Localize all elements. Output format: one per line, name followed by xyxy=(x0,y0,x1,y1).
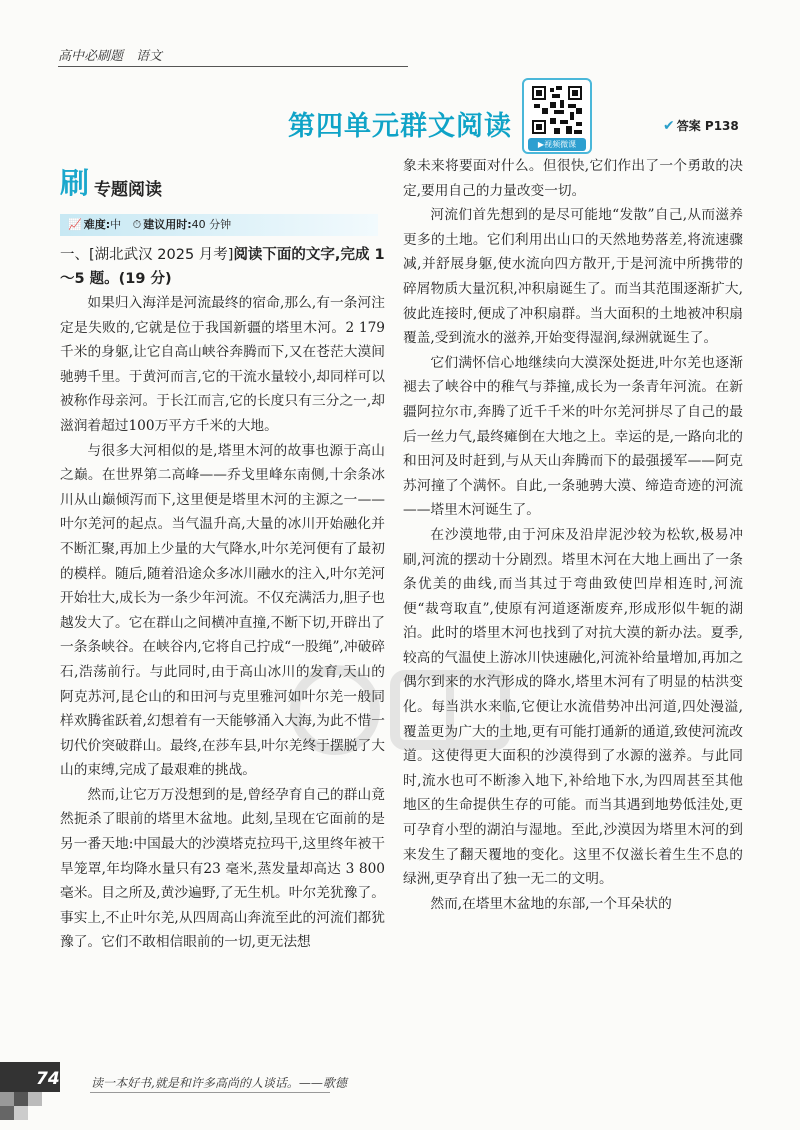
difficulty-chart-icon: 📈 xyxy=(68,218,82,231)
difficulty-label: 难度: xyxy=(83,218,111,231)
question-source: [湖北武汉 2025 月考] xyxy=(89,247,234,263)
answer-reference-text: 答案 P138 xyxy=(676,119,739,133)
page-number: 74 xyxy=(36,1069,60,1089)
difficulty-bar xyxy=(60,214,378,236)
section-badge: 刷 xyxy=(60,166,90,200)
paragraph: 它们满怀信心地继续向大漠深处挺进,叶尔羌也逐渐褪去了峡谷中的稚气与莽撞,成长为一条青年河流。在新疆阿拉尔市,奔腾了近千千米的叶尔羌河拼尽了自己的最后一丝力气,最终瘫倒在大地之上。幸运的是,一路向北的和田河及时赶到,与从天山奔腾而下的最强援军——阿克苏河撞了个满怀。自此,一条驰骋大漠、缔造奇迹的河流——塔里木河诞生了。 xyxy=(403,354,743,519)
footer-quote: 读一本好书,就是和许多高尚的人谈话。——歌德 xyxy=(91,1076,347,1090)
paragraph: 象未来将要面对什么。但很快,它们作出了一个勇敢的决定,要用自己的力量改变一切。 xyxy=(403,158,743,199)
clock-icon: ⏱ xyxy=(132,218,142,231)
difficulty-value: 中 xyxy=(110,218,122,231)
footer-rule xyxy=(90,1092,330,1093)
paragraph: 河流们首先想到的是尽可能地“发散”自己,从而滋养更多的土地。它们利用出山口的天然地势落差,将流速骤减,并舒展身躯,使水流向四方散开,于是河流中所携带的碎屑物质大量沉积,冲积扇诞生了。而当其范围逐渐扩大,彼此连接时,便成了冲积扇群。当大面积的土地被冲积扇覆盖,受到流水的滋养,开始变得湿润,绿洲就诞生了。 xyxy=(403,207,743,347)
question-instruction: 阅读下面的文字,完成 1～5 题。(19 分) xyxy=(60,247,385,287)
time-value: 40 分钟 xyxy=(191,218,232,231)
section-title: 专题阅读 xyxy=(94,180,162,200)
time-label: 建议用时: xyxy=(143,218,192,231)
header-rule xyxy=(58,66,408,67)
qr-code-box[interactable] xyxy=(522,78,592,154)
paragraph: 如果归入海洋是河流最终的宿命,那么,有一条河注定是失败的,它就是位于我国新疆的塔里木河。2 179 千米的身躯,让它自高山峡谷奔腾而下,又在苍茫大漠间驰骋千里。于黄河而言,它的干流水量较小,却同样可以被称作母亲河。于长江而言,它的长度只有三分之一,却滋润着超过100万平方千米的大地。 xyxy=(60,295,385,434)
right-column-text xyxy=(403,154,743,916)
series-title: 高中必刷题 语文 xyxy=(58,49,163,64)
answer-reference xyxy=(663,117,739,134)
unit-title: 第四单元群文阅读 xyxy=(288,111,512,142)
paragraph: 然而,让它万万没想到的是,曾经孕育自己的群山竟然扼杀了眼前的塔里木盆地。此刻,呈现在它面前的是另一番天地:中国最大的沙漠塔克拉玛干,这里终年被干旱笼罩,年均降水量只有23 毫米,蒸发量却高达 3 800 毫米。目之所及,黄沙遍野,了无生机。叶尔羌犹豫了。事实上,不止叶尔羌,从四周高山奔流至此的河流们都犹豫了。它们不敢相信眼前的一切,更无法想 xyxy=(60,786,385,951)
paragraph: 然而,在塔里木盆地的东部,一个耳朵状的 xyxy=(430,895,672,912)
question-number: 一、 xyxy=(60,247,89,263)
qr-code-icon xyxy=(530,84,584,136)
watermark-logo xyxy=(285,660,525,760)
qr-video-label: ▶视频微课 xyxy=(528,138,586,151)
question-intro xyxy=(60,243,385,291)
check-icon: ✔ xyxy=(663,118,675,134)
paragraph: 在沙漠地带,由于河床及沿岸泥沙较为松软,极易冲刷,河流的摆动十分剧烈。塔里木河在大地上画出了一条条优美的曲线,而当其过于弯曲致使凹岸相连时,河流便“裁弯取直”,使原有河道逐渐废弃,形成形似牛轭的湖泊。此时的塔里木河也找到了对抗大漠的新办法。夏季,较高的气温使上游冰川快速融化,河流补给量增加,再加之偶尔到来的水汽形成的降水,塔里木河有了明显的枯洪变化。每当洪水来临,它便让水流借势冲出河道,四处漫溢,覆盖更为广大的土地,更有可能打通新的通道,致使河流改道。这使得更大面积的沙漠得到了水源的滋养。与此同时,流水也可不断渗入地下,补给地下水,为四周甚至其他地区的生命提供生存的可能。而当其遇到地势低洼处,更可孕育小型的湖泊与湿地。至此,沙漠因为塔里木河的到来发生了翻天覆地的变化。这里不仅滋长着生生不息的绿洲,更孕育出了独一无二的文明。 xyxy=(403,526,743,888)
left-column-text xyxy=(60,291,385,955)
paragraph: 与很多大河相似的是,塔里木河的故事也源于高山之巅。在世界第二高峰——乔戈里峰东南侧,十余条冰川从山巅倾泻而下,这里便是塔里木河的主源之一——叶尔羌河的起点。当气温升高,大量的冰川开始融化并不断汇聚,再加上少量的大气降水,叶尔羌河便有了最初的模样。随后,随着沿途众多冰川融水的注入,叶尔羌河开始壮大,成长为一条少年河流。不仅充满活力,胆子也越发大了。它在群山之间横冲直撞,不断下切,开辟出了一条条峡谷。在峡谷内,它将自己拧成“一股绳”,冲破碎石,浩荡前行。与此同时,由于高山冰川的发育,天山的阿克苏河,昆仑山的和田河与克里雅河如叶尔羌一般同样欢腾雀跃着,幻想着有一天能够涌入大海,为此不惜一切代价突破群山。最终,在莎车县,叶尔羌终于摆脱了大山的束缚,完成了最艰难的挑战。 xyxy=(60,442,385,779)
